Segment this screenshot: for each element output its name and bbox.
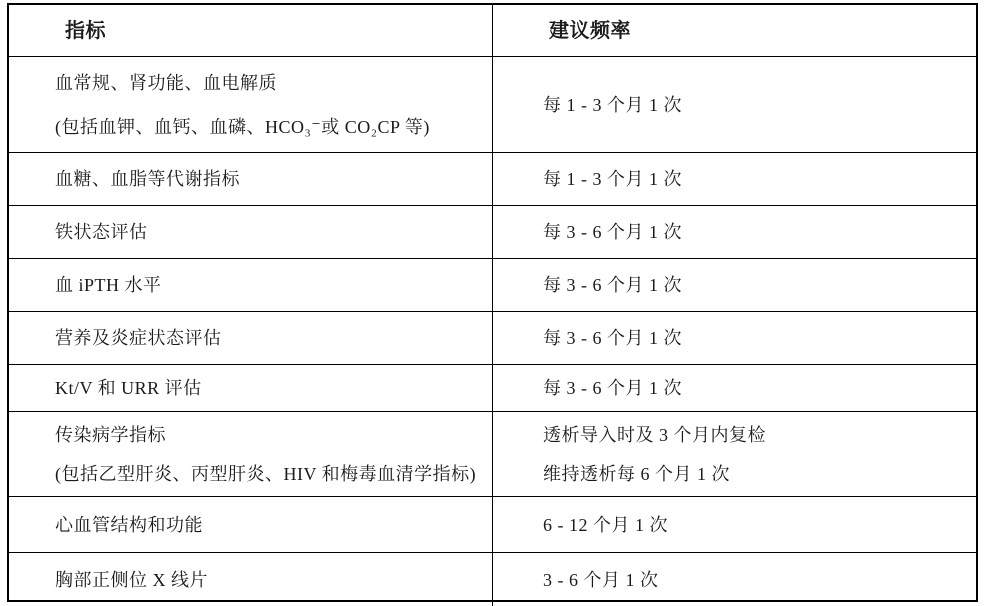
table-row <box>9 365 976 412</box>
table-row <box>9 497 976 553</box>
frequency-cell <box>493 497 976 552</box>
indicator-cell <box>9 312 493 364</box>
header-indicator <box>9 5 493 56</box>
frequency-text-2: 维持透析每 6 个月 1 次 <box>543 463 730 484</box>
indicator-text: Kt/V 和 URR 评估 <box>55 378 202 398</box>
table-row <box>9 312 976 365</box>
indicator-text: 心血管结构和功能 <box>55 514 203 535</box>
indicator-cell <box>9 259 493 311</box>
indicator-cell <box>9 497 493 552</box>
table-row <box>9 412 976 497</box>
indicator-text: 铁状态评估 <box>55 222 148 242</box>
frequency-cell <box>493 553 976 606</box>
indicator-cell <box>9 365 493 411</box>
table-row <box>9 259 976 312</box>
indicator-text: 营养及炎症状态评估 <box>55 328 222 348</box>
table-row <box>9 153 976 206</box>
frequency-text: 透析导入时及 3 个月内复检 <box>543 424 766 445</box>
frequency-text: 3 - 6 个月 1 次 <box>543 569 659 590</box>
frequency-text: 每 1 - 3 个月 1 次 <box>543 169 682 189</box>
indicator-text: 血 iPTH 水平 <box>55 275 162 295</box>
indicator-cell <box>9 153 493 205</box>
table-row <box>9 57 976 153</box>
frequency-cell <box>493 365 976 411</box>
frequency-text: 每 3 - 6 个月 1 次 <box>543 222 682 242</box>
frequency-text: 每 3 - 6 个月 1 次 <box>543 275 682 295</box>
indicator-cell <box>9 553 493 606</box>
indicator-text: 胸部正侧位 X 线片 <box>55 569 208 590</box>
indicator-detail-text: (包括血钾、血钙、血磷、HCO₃⁻或 CO₂CP 等) <box>55 116 430 137</box>
indicator-cell <box>9 57 493 152</box>
frequency-cell <box>493 412 976 496</box>
frequency-cell <box>493 57 976 152</box>
header-frequency-label: 建议频率 <box>549 19 631 42</box>
frequency-text: 每 3 - 6 个月 1 次 <box>543 328 682 348</box>
frequency-text: 每 3 - 6 个月 1 次 <box>543 378 682 398</box>
header-indicator-label: 指标 <box>65 19 106 42</box>
table-row <box>9 206 976 259</box>
header-frequency <box>493 5 976 56</box>
indicator-text: 血常规、肾功能、血电解质 <box>55 72 277 93</box>
frequency-cell <box>493 312 976 364</box>
frequency-cell <box>493 206 976 258</box>
frequency-cell <box>493 259 976 311</box>
indicator-text: 血糖、血脂等代谢指标 <box>55 169 240 189</box>
monitoring-schedule-table <box>7 3 978 602</box>
table-header-row <box>9 5 976 57</box>
table-row <box>9 553 976 606</box>
frequency-text: 每 1 - 3 个月 1 次 <box>543 94 682 115</box>
indicator-cell <box>9 206 493 258</box>
frequency-cell <box>493 153 976 205</box>
indicator-cell <box>9 412 493 496</box>
indicator-text: 传染病学指标 <box>55 424 166 445</box>
frequency-text: 6 - 12 个月 1 次 <box>543 514 668 535</box>
indicator-detail-text: (包括乙型肝炎、丙型肝炎、HIV 和梅毒血清学指标) <box>55 463 477 484</box>
